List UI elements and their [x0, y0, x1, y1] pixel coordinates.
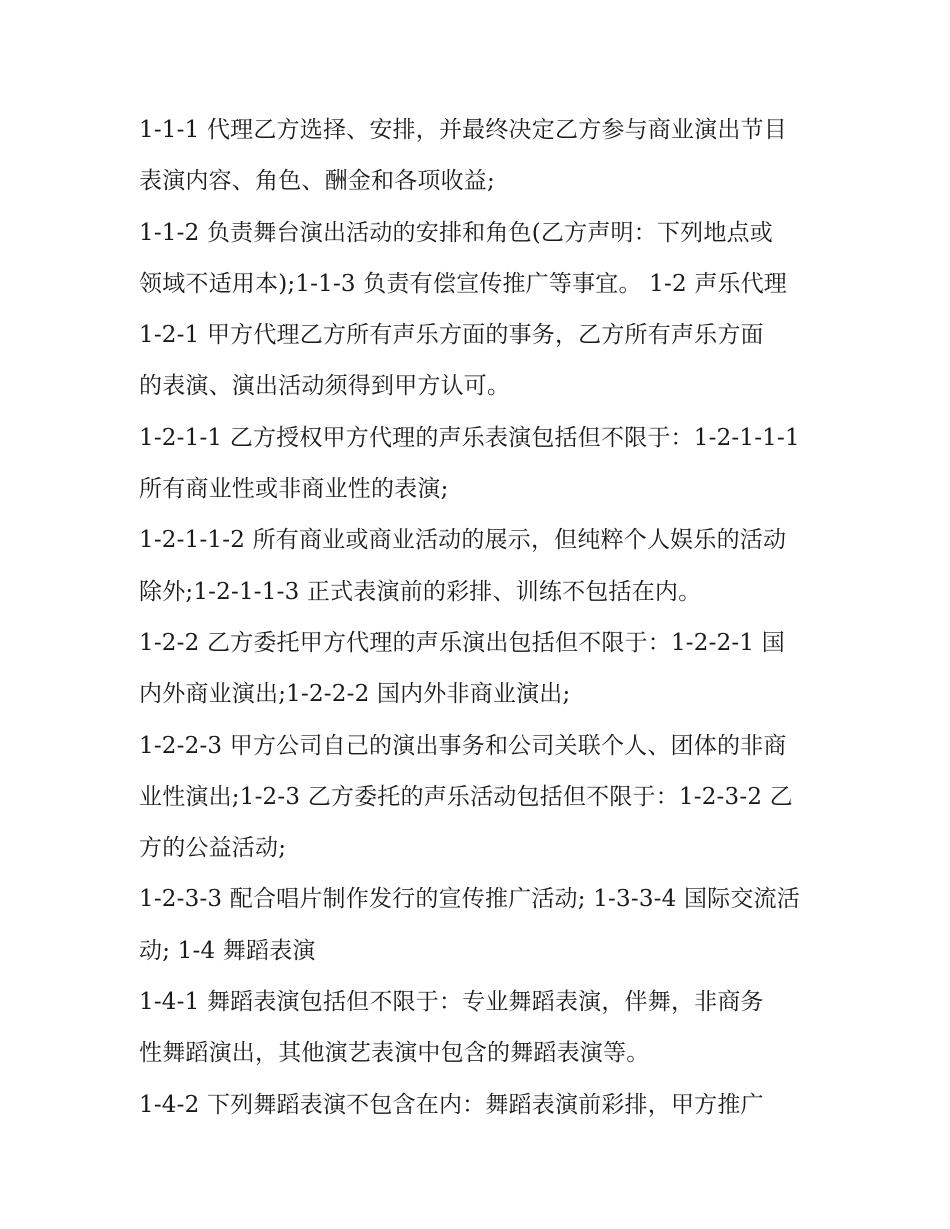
text-line: 所有商业性或非商业性的表演; — [139, 476, 449, 503]
text-line: 性舞蹈演出，其他演艺表演中包含的舞蹈表演等。 — [139, 1040, 650, 1067]
text-line: 1-2-2 乙方委托甲方代理的声乐演出包括但不限于：1-2-2-1 国 — [139, 629, 785, 656]
text-line: 方的公益活动; — [139, 835, 287, 862]
document-body — [139, 105, 829, 1131]
text-line: 1-2-1-1-2 所有商业或商业活动的展示，但纯粹个人娱乐的活动 — [139, 527, 787, 554]
text-line: 1-2-1 甲方代理乙方所有声乐方面的事务，乙方所有声乐方面 — [139, 322, 764, 349]
text-line: 1-4-1 舞蹈表演包括但不限于：专业舞蹈表演，伴舞，非商务 — [139, 989, 764, 1016]
text-line: 领域不适用本);1-1-3 负责有偿宣传推广等事宜。 1-2 声乐代理 — [139, 270, 788, 297]
text-line: 动; 1-4 舞蹈表演 — [139, 937, 316, 964]
text-line: 1-2-3-3 配合唱片制作发行的宣传推广活动; 1-3-3-4 国际交流活 — [139, 886, 800, 913]
text-line: 除外;1-2-1-1-3 正式表演前的彩排、训练不包括在内。 — [139, 578, 702, 605]
text-line: 1-1-2 负责舞台演出活动的安排和角色(乙方声明：下列地点或 — [139, 219, 773, 246]
text-line: 业性演出;1-2-3 乙方委托的声乐活动包括但不限于：1-2-3-2 乙 — [139, 783, 793, 810]
text-line: 1-2-2-3 甲方公司自己的演出事务和公司关联个人、团体的非商 — [139, 732, 787, 759]
text-line: 1-1-1 代理乙方选择、安排，并最终决定乙方参与商业演出节目 — [139, 117, 787, 143]
text-line: 1-2-1-1 乙方授权甲方代理的声乐表演包括但不限于：1-2-1-1-1 — [139, 424, 800, 451]
text-line: 内外商业演出;1-2-2-2 国内外非商业演出; — [139, 681, 571, 708]
text-line: 的表演、演出活动须得到甲方认可。 — [139, 373, 511, 400]
text-line: 表演内容、角色、酬金和各项收益; — [139, 168, 495, 195]
text-line: 1-4-2 下列舞蹈表演不包含在内：舞蹈表演前彩排，甲方推广 — [139, 1091, 764, 1118]
